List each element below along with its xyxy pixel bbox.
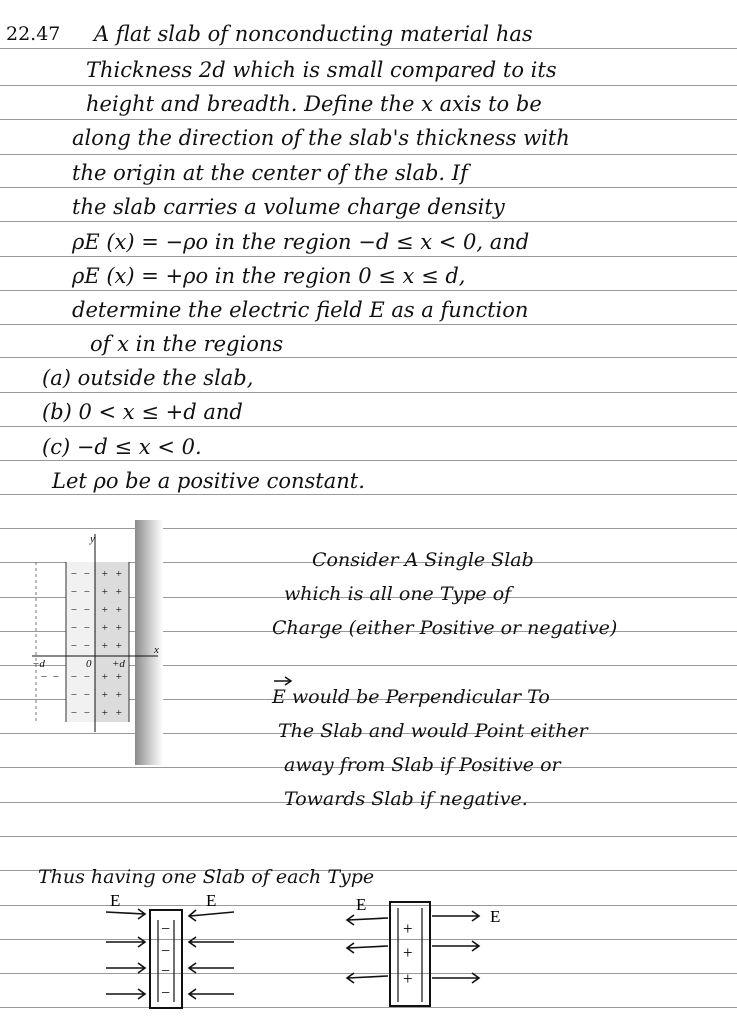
plus-sign: + (115, 689, 123, 701)
problem-line: ρE (x) = +ρo in the region 0 ≤ x ≤ d, (72, 264, 466, 288)
minus-sign: − (70, 671, 78, 683)
plus-sign: + (115, 640, 123, 652)
minus-sign: − (161, 963, 171, 980)
problem-line: the origin at the center of the slab. If (72, 161, 468, 185)
arrow-right-icon (432, 941, 479, 951)
slab-figure (28, 520, 163, 765)
minus-sign: − (70, 689, 78, 701)
minus-sign: − (83, 640, 91, 652)
problem-part-b: (b) 0 < x ≤ +d and (42, 400, 243, 424)
problem-line: of x in the regions (90, 332, 284, 356)
minus-sign: − (83, 689, 91, 701)
ruled-line (0, 48, 737, 49)
plus-sign: + (115, 707, 123, 719)
minus-sign: − (83, 671, 91, 683)
problem-line: Let ρo be a positive constant. (52, 469, 365, 493)
explanation-line: which is all one Type of (284, 583, 512, 605)
problem-line: the slab carries a volume charge density (72, 195, 505, 219)
minus-sign: − (83, 622, 91, 634)
ruled-line (0, 85, 737, 86)
plus-sign: + (101, 689, 109, 701)
minus-sign: − (161, 921, 171, 938)
problem-line: determine the electric field E as a function (72, 298, 529, 322)
plus-sign: + (115, 586, 123, 598)
problem-part-a: (a) outside the slab, (42, 366, 254, 390)
explanation-line: The Slab and would Point either (278, 720, 588, 742)
plus-sign: + (101, 671, 109, 683)
plus-sign: + (115, 622, 123, 634)
minus-sign: − (70, 568, 78, 580)
field-label: E (490, 907, 501, 926)
explanation-line: E would be Perpendicular To (272, 686, 550, 708)
problem-part-c: (c) −d ≤ x < 0. (42, 435, 202, 459)
problem-line: height and breadth. Define the x axis to be (86, 92, 542, 116)
plus-sign: + (101, 586, 109, 598)
field-label: E (110, 891, 121, 910)
minus-sign: − (70, 622, 78, 634)
conclusion-line: Thus having one Slab of each Type (38, 866, 375, 888)
y-axis-label: y (90, 533, 95, 545)
minus-d-label: −d (32, 658, 45, 670)
problem-number: 22.47 (6, 23, 61, 45)
minus-sign: − (70, 640, 78, 652)
explanation-line: Towards Slab if negative. (284, 788, 528, 810)
minus-sign: − (161, 985, 171, 1002)
arrow-right-icon (106, 937, 145, 947)
minus-sign: − (52, 671, 60, 683)
minus-sign: − (161, 943, 171, 960)
plus-sign: + (115, 671, 123, 683)
arrow-right-icon (432, 973, 479, 983)
ruled-line (0, 460, 737, 461)
ruled-line (0, 256, 737, 257)
plus-sign: + (101, 604, 109, 616)
arrow-left-icon (347, 943, 388, 953)
plus-sign: + (115, 604, 123, 616)
plus-sign: + (101, 622, 109, 634)
negative-signs (161, 921, 170, 1002)
scan-shadow (135, 520, 163, 765)
plus-sign: + (403, 919, 413, 938)
ruled-line (0, 119, 737, 120)
ruled-line (0, 426, 737, 427)
ruled-line (0, 290, 737, 291)
minus-sign: − (83, 604, 91, 616)
minus-sign: − (83, 568, 91, 580)
field-label: E (206, 891, 217, 910)
origin-label: 0 (86, 658, 92, 670)
plus-sign: + (403, 943, 413, 962)
arrow-left-icon (347, 973, 388, 983)
arrow-left-icon (189, 989, 234, 999)
arrow-right-icon (106, 963, 145, 973)
minus-sign: − (70, 604, 78, 616)
minus-sign: − (40, 671, 48, 683)
arrow-right-icon (432, 911, 479, 921)
plus-sign: + (101, 707, 109, 719)
explanation-line: Charge (either Positive or negative) (272, 617, 618, 639)
arrow-left-icon (189, 937, 234, 947)
ruled-line (0, 357, 737, 358)
arrow-right-icon (106, 909, 145, 919)
negative-slab-sketch (98, 890, 248, 1010)
arrow-left-icon (189, 910, 234, 921)
plus-sign: + (115, 568, 123, 580)
field-label: E (356, 895, 367, 914)
problem-line: ρE (x) = −ρo in the region −d ≤ x < 0, and (72, 230, 530, 254)
arrow-right-icon (106, 989, 145, 999)
problem-line: Thickness 2d which is small compared to its (86, 58, 557, 82)
problem-line: A flat slab of nonconducting material has (94, 22, 533, 46)
arrow-left-icon (189, 963, 234, 973)
minus-sign: − (83, 707, 91, 719)
plus-sign: + (101, 568, 109, 580)
ruled-line (0, 324, 737, 325)
problem-line: along the direction of the slab's thickness with (72, 126, 570, 150)
ruled-line (0, 187, 737, 188)
ruled-line (0, 154, 737, 155)
positive-slab-sketch (338, 890, 528, 1010)
ruled-line (0, 392, 737, 393)
positive-signs (403, 919, 413, 988)
negative-charges (40, 568, 90, 719)
x-axis-label: x (154, 644, 159, 656)
minus-sign: − (83, 586, 91, 598)
plus-sign: + (403, 969, 413, 988)
ruled-line (0, 836, 737, 837)
vector-arrow-icon (272, 676, 294, 686)
plus-d-label: +d (112, 658, 125, 670)
minus-sign: − (70, 586, 78, 598)
explanation-line: Consider A Single Slab (312, 549, 534, 571)
ruled-line (0, 494, 737, 495)
ruled-line (0, 221, 737, 222)
outward-field-arrows (347, 911, 479, 983)
explanation-line: away from Slab if Positive or (284, 754, 561, 776)
arrow-left-icon (347, 915, 388, 925)
minus-sign: − (70, 707, 78, 719)
plus-sign: + (101, 640, 109, 652)
